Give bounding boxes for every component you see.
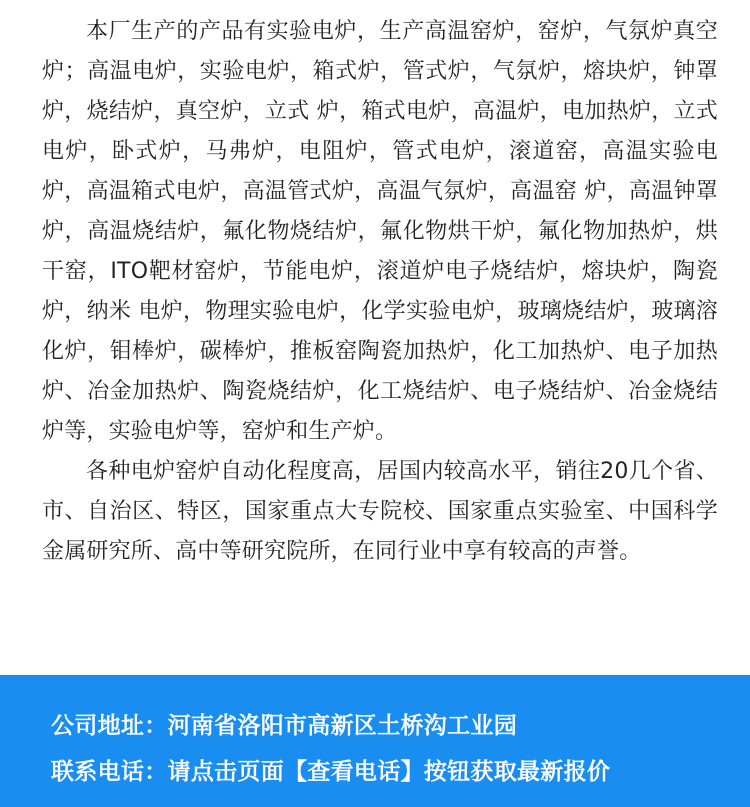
contact-footer bbox=[0, 675, 750, 807]
article-body bbox=[42, 12, 718, 572]
company-address: 公司地址：河南省洛阳市高新区土桥沟工业园 bbox=[51, 713, 517, 739]
contact-phone: 联系电话：请点击页面【查看电话】按钮获取最新报价 bbox=[51, 759, 611, 785]
reputation-paragraph: 各种电炉窑炉自动化程度高，居国内较高水平，销往20几个省、市、自治区、特区，国家重点大专院校、国家重点实验室、中国科学金属研究所、高中等研究院所，在同行业中享有较高的声誉。 bbox=[42, 459, 718, 564]
product-paragraph: 本厂生产的产品有实验电炉，生产高温窑炉，窑炉，气氛炉真空炉；高温电炉，实验电炉，箱式炉，管式炉，气氛炉，熔块炉，钟罩炉，烧结炉，真空炉，立式 炉，箱式电炉，高温炉，电加热炉，立式电炉，卧式炉，马弗炉，电阻炉，管式电炉，滚道窑，高温实验电炉，高温箱式电炉，高温管式炉，高温气氛炉，高温窑 炉，高温钟罩炉，高温烧结炉，氟化物烧结炉，氟化物烘干炉，氟化物加热炉，烘干窑，ITO靶材窑炉，节能电炉，滚道炉电子烧结炉，熔块炉，陶瓷炉，纳米 电炉，物理实验电炉，化学实验电炉，玻璃烧结炉，玻璃溶化炉，钼棒炉，碳棒炉，推板窑陶瓷加热炉，化工加热炉、电子加热炉、冶金加热炉、陶瓷烧结炉，化工烧结炉、电子烧结炉、冶金烧结炉等，实验电炉等，窑炉和生产炉。 bbox=[42, 19, 718, 444]
